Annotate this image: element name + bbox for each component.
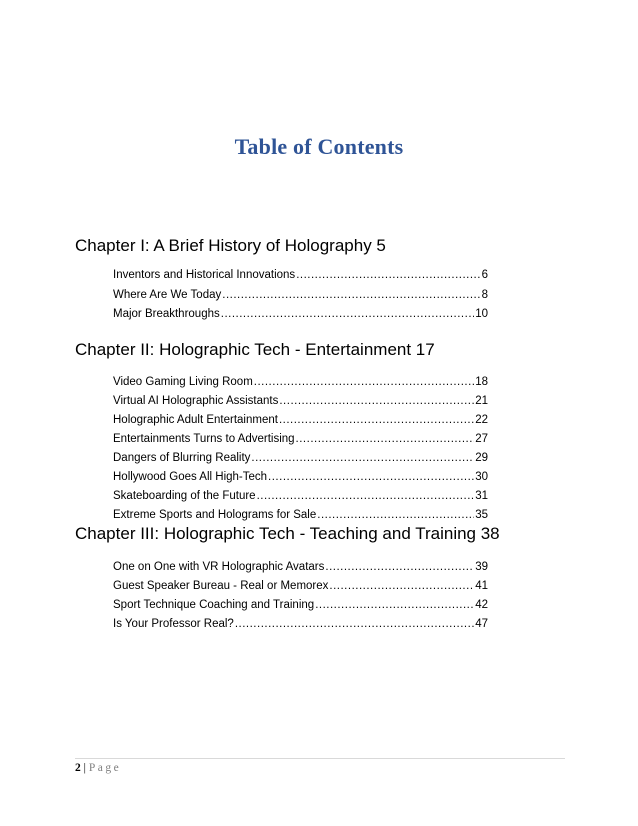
toc-leader: [279, 395, 474, 407]
toc-entry[interactable]: [113, 376, 488, 393]
toc-entry[interactable]: [113, 289, 488, 306]
chapter-heading[interactable]: Chapter I: A Brief History of Holography 5: [75, 236, 386, 255]
toc-entry-label: Hollywood Goes All High-Tech: [113, 471, 268, 483]
toc-leader: [325, 561, 474, 573]
chapter-heading[interactable]: Chapter III: Holographic Tech - Teaching and Training 38: [75, 524, 500, 543]
toc-entry-page: 18: [475, 376, 488, 388]
footer-page-number: 2: [75, 762, 81, 774]
page-title: Table of Contents: [234, 134, 404, 159]
toc-entry-page: 47: [475, 618, 488, 630]
toc-leader: [315, 599, 474, 611]
chapter-heading[interactable]: Chapter II: Holographic Tech - Entertainment 17: [75, 340, 435, 359]
toc-entry-label: Video Gaming Living Room: [113, 376, 253, 388]
toc-entry-page: 35: [475, 509, 488, 521]
toc-entry[interactable]: [113, 618, 488, 635]
toc-entry-page: 30: [475, 471, 488, 483]
toc-leader: [257, 490, 475, 502]
toc-entry-page: 39: [475, 561, 488, 573]
toc-entry-label: Skateboarding of the Future: [113, 490, 256, 502]
toc-leader: [317, 509, 474, 521]
toc-entry[interactable]: [113, 433, 488, 450]
toc-entry[interactable]: [113, 580, 488, 597]
toc-entry-page: 10: [475, 308, 488, 320]
footer-separator: |: [83, 762, 86, 774]
toc-entry-label: One on One with VR Holographic Avatars: [113, 561, 325, 573]
toc-entry-page: 21: [475, 395, 488, 407]
toc-entry[interactable]: [113, 269, 488, 286]
toc-entry-label: Dangers of Blurring Reality: [113, 452, 251, 464]
toc-entry[interactable]: [113, 490, 488, 507]
toc-leader: [296, 269, 480, 281]
toc-leader: [329, 580, 474, 592]
toc-entry-page: 42: [475, 599, 488, 611]
toc-entry-label: Guest Speaker Bureau - Real or Memorex: [113, 580, 329, 592]
toc-entry[interactable]: [113, 414, 488, 431]
toc-leader: [268, 471, 474, 483]
toc-entry-page: 41: [475, 580, 488, 592]
toc-entry-page: 22: [475, 414, 488, 426]
toc-entry-label: Holographic Adult Entertainment: [113, 414, 278, 426]
toc-entry-page: 27: [475, 433, 488, 445]
toc-entry[interactable]: [113, 308, 488, 325]
toc-leader: [222, 289, 480, 301]
toc-entry-page: 31: [475, 490, 488, 502]
toc-entry-label: Is Your Professor Real?: [113, 618, 234, 630]
footer-page-label: Page: [88, 762, 122, 774]
toc-leader: [221, 308, 474, 320]
toc-leader: [254, 376, 474, 388]
toc-entry-label: Extreme Sports and Holograms for Sale: [113, 509, 317, 521]
toc-leader: [279, 414, 474, 426]
toc-entry[interactable]: [113, 395, 488, 412]
toc-entry[interactable]: [113, 452, 488, 469]
toc-entry-page: 29: [475, 452, 488, 464]
toc-entry-label: Sport Technique Coaching and Training: [113, 599, 315, 611]
toc-entry-label: Where Are We Today: [113, 289, 222, 301]
toc-entry-label: Major Breakthroughs: [113, 308, 220, 320]
toc-entry-label: Entertainments Turns to Advertising: [113, 433, 295, 445]
toc-entry[interactable]: [113, 561, 488, 578]
toc-entry[interactable]: [113, 471, 488, 488]
toc-leader: [296, 433, 475, 445]
toc-entry[interactable]: [113, 599, 488, 616]
footer-divider: [75, 758, 565, 759]
toc-leader: [235, 618, 474, 630]
toc-entry-label: Inventors and Historical Innovations: [113, 269, 296, 281]
toc-entry-page: 6: [481, 269, 488, 281]
page-footer: [75, 762, 121, 774]
toc-entry-page: 8: [481, 289, 488, 301]
toc-leader: [251, 452, 474, 464]
toc-entry-label: Virtual AI Holographic Assistants: [113, 395, 279, 407]
